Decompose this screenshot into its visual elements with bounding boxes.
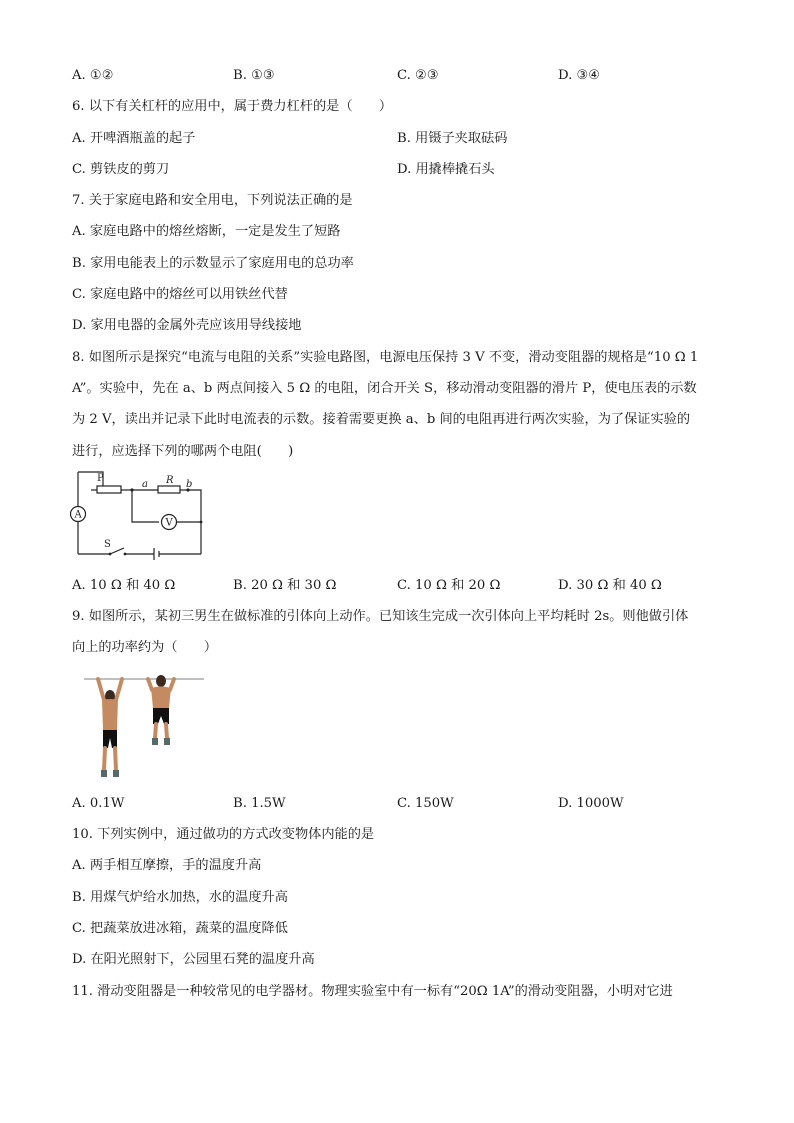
q5-option-c: C. ②③ bbox=[397, 68, 439, 83]
athlete-hanging bbox=[98, 679, 122, 777]
q10-option-a: A. 两手相互摩擦，手的温度升高 bbox=[72, 858, 262, 873]
label-ammeter: A bbox=[74, 509, 82, 521]
circuit-diagram bbox=[70, 468, 210, 562]
q8-stem-line-2: A”。实验中，先在 a、b 两点间接入 5 Ω 的电阻，闭合开关 S，移动滑动变阻器的滑片 P，使电压表的示数 bbox=[72, 381, 697, 396]
q6-option-d: D. 用撬棒撬石头 bbox=[397, 162, 495, 177]
q8-option-d: D. 30 Ω 和 40 Ω bbox=[558, 578, 662, 593]
q6-option-b: B. 用镊子夹取砝码 bbox=[397, 131, 508, 146]
athlete-up bbox=[148, 675, 174, 745]
label-a: a bbox=[142, 479, 148, 490]
label-voltmeter: V bbox=[165, 517, 173, 529]
switch-s bbox=[110, 548, 124, 554]
q6-option-c: C. 剪铁皮的剪刀 bbox=[72, 162, 170, 177]
q5-option-b: B. ①③ bbox=[233, 68, 275, 83]
q7-option-b: B. 家用电能表上的示数显示了家庭用电的总功率 bbox=[72, 256, 354, 271]
q10-option-b: B. 用煤气炉给水加热，水的温度升高 bbox=[72, 890, 288, 905]
label-b: b bbox=[186, 479, 193, 490]
resistor-r bbox=[158, 486, 180, 493]
q5-option-d: D. ③④ bbox=[558, 68, 601, 83]
battery bbox=[154, 548, 159, 560]
label-r: R bbox=[166, 475, 174, 486]
q10-stem: 10. 下列实例中，通过做功的方式改变物体内能的是 bbox=[72, 827, 375, 842]
q8-stem-line-4: 进行，应选择下列的哪两个电阻( ) bbox=[72, 444, 294, 459]
q6-stem: 6. 以下有关杠杆的应用中，属于费力杠杆的是（ ） bbox=[72, 99, 393, 114]
q9-stem-line-1: 9. 如图所示，某初三男生在做标准的引体向上动作。已知该生完成一次引体向上平均耗时 2s。则他做引体 bbox=[72, 609, 689, 624]
q6-option-a: A. 开啤酒瓶盖的起子 bbox=[72, 131, 196, 146]
q5-option-a: A. ①② bbox=[72, 68, 114, 83]
label-switch: S bbox=[104, 539, 111, 550]
q10-option-c: C. 把蔬菜放进冰箱，蔬菜的温度降低 bbox=[72, 921, 288, 936]
q9-option-d: D. 1000W bbox=[558, 796, 624, 811]
q9-option-b: B. 1.5W bbox=[233, 796, 286, 811]
q7-stem: 7. 关于家庭电路和安全用电，下列说法正确的是 bbox=[72, 193, 353, 208]
q8-stem-line-3: 为 2 V，读出并记录下此时电流表的示数。接着需要更换 a、b 间的电阻再进行两次实验，为了保证实验的 bbox=[72, 412, 691, 427]
q8-stem-line-1: 8. 如图所示是探究“电流与电阻的关系”实验电路图，电源电压保持 3 V 不变，滑动变阻器的规格是“10 Ω 1 bbox=[72, 350, 699, 365]
q8-option-b: B. 20 Ω 和 30 Ω bbox=[233, 578, 337, 593]
q9-option-c: C. 150W bbox=[397, 796, 454, 811]
q7-option-c: C. 家庭电路中的熔丝可以用铁丝代替 bbox=[72, 287, 288, 302]
q9-stem-line-2: 向上的功率约为（ ） bbox=[72, 640, 218, 655]
q8-option-c: C. 10 Ω 和 20 Ω bbox=[397, 578, 501, 593]
q11-stem: 11. 滑动变阻器是一种较常见的电学器材。物理实验室中有一标有“20Ω 1A”的滑动变阻器，小明对它进 bbox=[72, 984, 673, 999]
label-p: P bbox=[97, 473, 104, 484]
q7-option-d: D. 家用电器的金属外壳应该用导线接地 bbox=[72, 318, 302, 333]
q10-option-d: D. 在阳光照射下，公园里石凳的温度升高 bbox=[72, 952, 315, 967]
q9-option-a: A. 0.1W bbox=[72, 796, 125, 811]
pull-up-illustration bbox=[84, 672, 204, 782]
rheostat bbox=[97, 486, 121, 493]
q7-option-a: A. 家庭电路中的熔丝熔断，一定是发生了短路 bbox=[72, 224, 341, 239]
q8-option-a: A. 10 Ω 和 40 Ω bbox=[72, 578, 176, 593]
